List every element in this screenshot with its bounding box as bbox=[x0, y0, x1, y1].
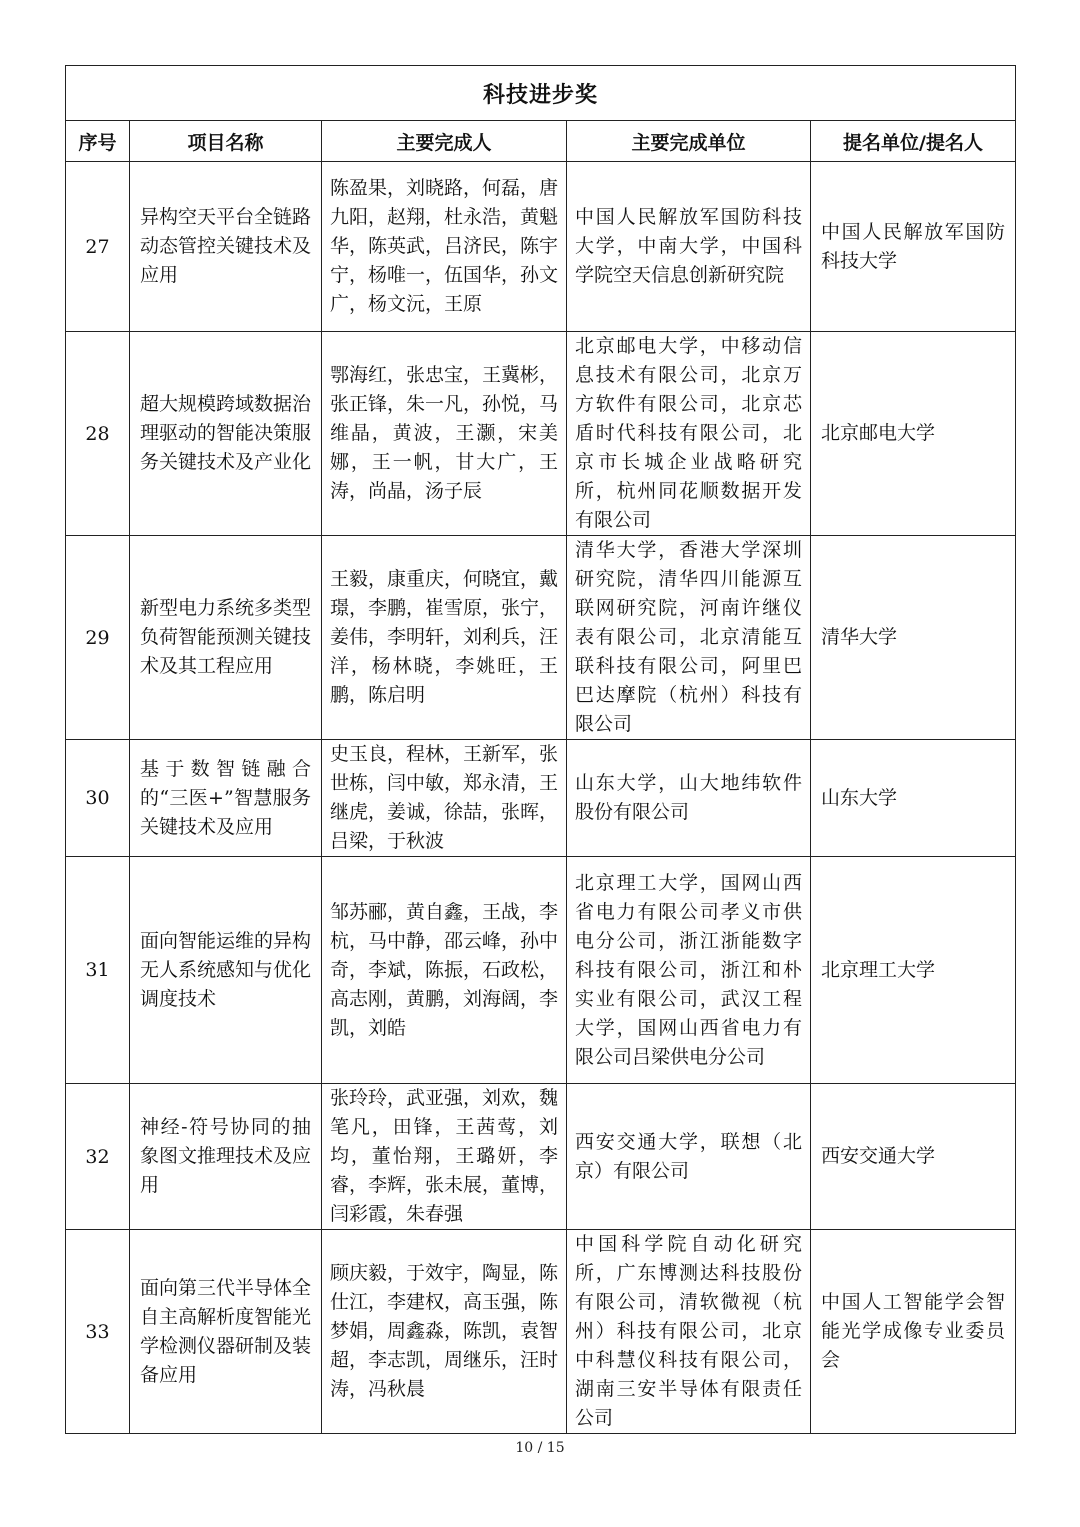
header-project: 项目名称 bbox=[130, 121, 322, 162]
row-people: 鄂海红，张忠宝，王冀彬，张正锋，朱一凡，孙悦，马维晶，黄波，王灏，宋美娜，王一帆，甘大广，王涛，尚晶，汤子辰 bbox=[322, 332, 567, 536]
row-nominator: 北京理工大学 bbox=[811, 857, 1016, 1084]
row-nominator: 西安交通大学 bbox=[811, 1084, 1016, 1230]
row-people: 张玲玲，武亚强，刘欢，魏笔凡，田锋，王茜莺，刘均，董怡翔，王璐妍，李睿，李辉，张未展，董博，闫彩霞，朱春强 bbox=[322, 1084, 567, 1230]
row-project-name: 神经-符号协同的抽象图文推理技术及应用 bbox=[130, 1084, 322, 1230]
row-people: 王毅，康重庆，何晓宜，戴璟，李鹏，崔雪原，张宁，姜伟，李明轩，刘利兵，汪洋，杨林晓，李姚旺，王鹏，陈启明 bbox=[322, 536, 567, 740]
table-row bbox=[66, 536, 1016, 740]
row-seq: 28 bbox=[66, 332, 130, 536]
row-nominator: 中国人工智能学会智能光学成像专业委员会 bbox=[811, 1230, 1016, 1434]
row-people: 史玉良，程林，王新军，张世栋，闫中敏，郑永清，王继虎，姜诚，徐喆，张晖，吕梁，于秋波 bbox=[322, 740, 567, 857]
header-nominator: 提名单位/提名人 bbox=[811, 121, 1016, 162]
row-seq: 32 bbox=[66, 1084, 130, 1230]
table-row bbox=[66, 857, 1016, 1084]
row-seq: 29 bbox=[66, 536, 130, 740]
row-units: 中国人民解放军国防科技大学，中南大学，中国科学院空天信息创新研究院 bbox=[567, 162, 811, 332]
row-units: 西安交通大学，联想（北京）有限公司 bbox=[567, 1084, 811, 1230]
table-row bbox=[66, 740, 1016, 857]
row-nominator: 清华大学 bbox=[811, 536, 1016, 740]
row-units: 北京理工大学，国网山西省电力有限公司孝义市供电分公司，浙江浙能数字科技有限公司，浙江和朴实业有限公司，武汉工程大学，国网山西省电力有限公司吕梁供电分公司 bbox=[567, 857, 811, 1084]
header-people: 主要完成人 bbox=[322, 121, 567, 162]
table-row bbox=[66, 332, 1016, 536]
page-number: 10 / 15 bbox=[515, 1440, 565, 1456]
row-units: 中国科学院自动化研究所，广东博测达科技股份有限公司，清软微视（杭州）科技有限公司，北京中科慧仪科技有限公司，湖南三安半导体有限责任公司 bbox=[567, 1230, 811, 1434]
row-nominator: 山东大学 bbox=[811, 740, 1016, 857]
table-title-row bbox=[66, 66, 1016, 121]
row-people: 邹苏郦，黄自鑫，王战，李杭，马中静，邵云峰，孙中奇，李斌，陈振，石政松，高志刚，黄鹏，刘海阔，李凯，刘皓 bbox=[322, 857, 567, 1084]
table-header-row bbox=[66, 121, 1016, 162]
row-project-name: 面向智能运维的异构无人系统感知与优化调度技术 bbox=[130, 857, 322, 1084]
row-seq: 27 bbox=[66, 162, 130, 332]
table-row bbox=[66, 1084, 1016, 1230]
header-seq: 序号 bbox=[66, 121, 130, 162]
row-units: 清华大学，香港大学深圳研究院，清华四川能源互联网研究院，河南许继仪表有限公司，北京清能互联科技有限公司，阿里巴巴达摩院（杭州）科技有限公司 bbox=[567, 536, 811, 740]
row-seq: 30 bbox=[66, 740, 130, 857]
row-people: 顾庆毅，于效宇，陶显，陈仕江，李建权，高玉强，陈梦娟，周鑫淼，陈凯，袁智超，李志凯，周继乐，汪时涛，冯秋晨 bbox=[322, 1230, 567, 1434]
row-nominator: 北京邮电大学 bbox=[811, 332, 1016, 536]
row-units: 北京邮电大学，中移动信息技术有限公司，北京万方软件有限公司，北京芯盾时代科技有限公司，北京市长城企业战略研究所，杭州同花顺数据开发有限公司 bbox=[567, 332, 811, 536]
row-project-name: 新型电力系统多类型负荷智能预测关键技术及其工程应用 bbox=[130, 536, 322, 740]
row-nominator: 中国人民解放军国防科技大学 bbox=[811, 162, 1016, 332]
table-title: 科技进步奖 bbox=[66, 66, 1016, 121]
table-row bbox=[66, 162, 1016, 332]
row-units: 山东大学，山大地纬软件股份有限公司 bbox=[567, 740, 811, 857]
row-seq: 31 bbox=[66, 857, 130, 1084]
award-table bbox=[65, 65, 1016, 1434]
row-people: 陈盈果，刘晓路，何磊，唐九阳，赵翔，杜永浩，黄魁华，陈英武，吕济民，陈宇宁，杨唯一，伍国华，孙文广，杨文沅，王原 bbox=[322, 162, 567, 332]
row-seq: 33 bbox=[66, 1230, 130, 1434]
row-project-name: 异构空天平台全链路动态管控关键技术及应用 bbox=[130, 162, 322, 332]
header-units: 主要完成单位 bbox=[567, 121, 811, 162]
row-project-name: 基于数智链融合的“三医+”智慧服务关键技术及应用 bbox=[130, 740, 322, 857]
row-project-name: 面向第三代半导体全自主高解析度智能光学检测仪器研制及装备应用 bbox=[130, 1230, 322, 1434]
row-project-name: 超大规模跨域数据治理驱动的智能决策服务关键技术及产业化 bbox=[130, 332, 322, 536]
table-row bbox=[66, 1230, 1016, 1434]
